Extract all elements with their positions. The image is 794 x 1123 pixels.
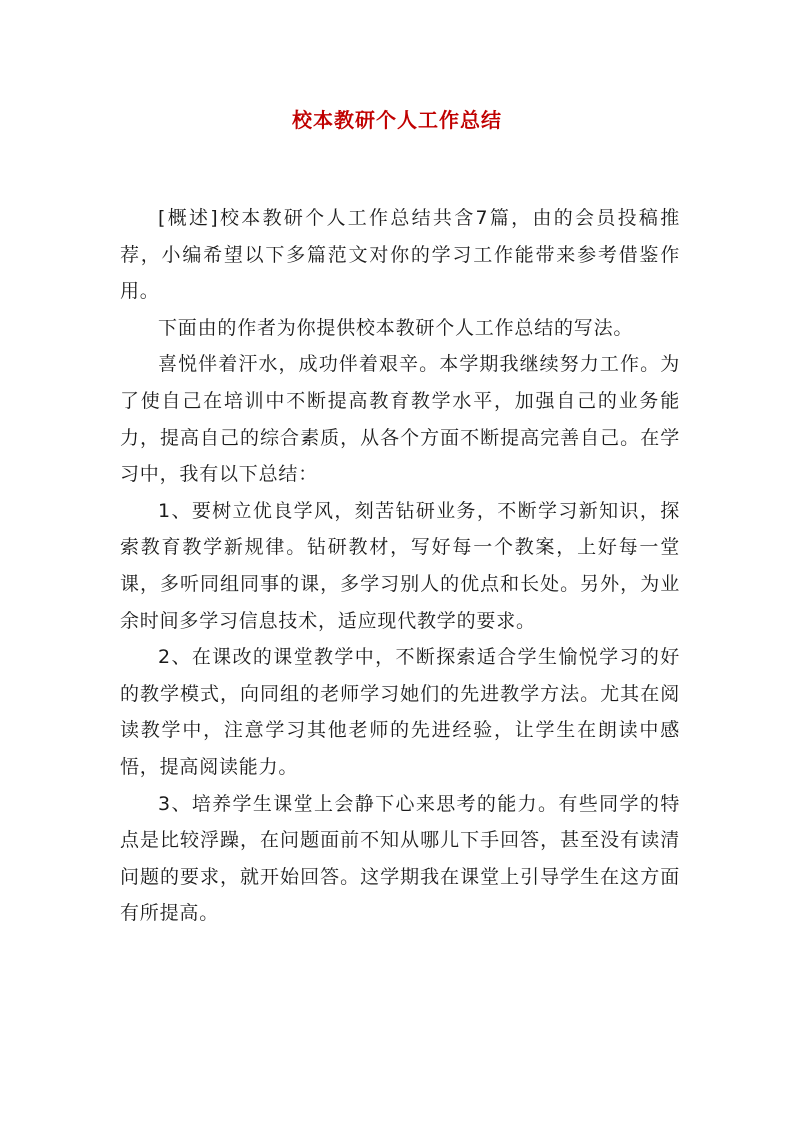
paragraph-point-1: 1、要树立优良学风，刻苦钻研业务，不断学习新知识，探索教育教学新规律。钻研教材，写好每一个教案，上好每一堂课，多听同组同事的课，多学习别人的优点和长处。另外，为业余时间多学习信息技术，适应现代教学的要求。 bbox=[120, 499, 680, 632]
paragraph-point-3: 3、培养学生课堂上会静下心来思考的能力。有些同学的特点是比较浮躁，在问题面前不知从哪儿下手回答，甚至没有读清问题的要求，就开始回答。这学期我在课堂上引导学生在这方面有所提高。 bbox=[120, 792, 680, 925]
document-body bbox=[120, 200, 680, 932]
paragraph-point-2: 2、在课改的课堂教学中，不断探索适合学生愉悦学习的好的教学模式，向同组的老师学习她们的先进教学方法。尤其在阅读教学中，注意学习其他老师的先进经验，让学生在朗读中感悟，提高阅读能力。 bbox=[120, 646, 680, 778]
paragraph-intro: 下面由的作者为你提供校本教研个人工作总结的写法。 bbox=[158, 316, 634, 339]
document-title: 校本教研个人工作总结 bbox=[292, 108, 502, 132]
paragraph-summary: [概述]校本教研个人工作总结共含7篇，由的会员投稿推荐，小编希望以下多篇范文对你的学习工作能带来参考借鉴作用。 bbox=[120, 207, 680, 303]
paragraph-opening: 喜悦伴着汗水，成功伴着艰辛。本学期我继续努力工作。为了使自己在培训中不断提高教育教学水平，加强自己的业务能力，提高自己的综合素质，从各个方面不断提高完善自己。在学习中，我有以下总结： bbox=[120, 353, 680, 486]
